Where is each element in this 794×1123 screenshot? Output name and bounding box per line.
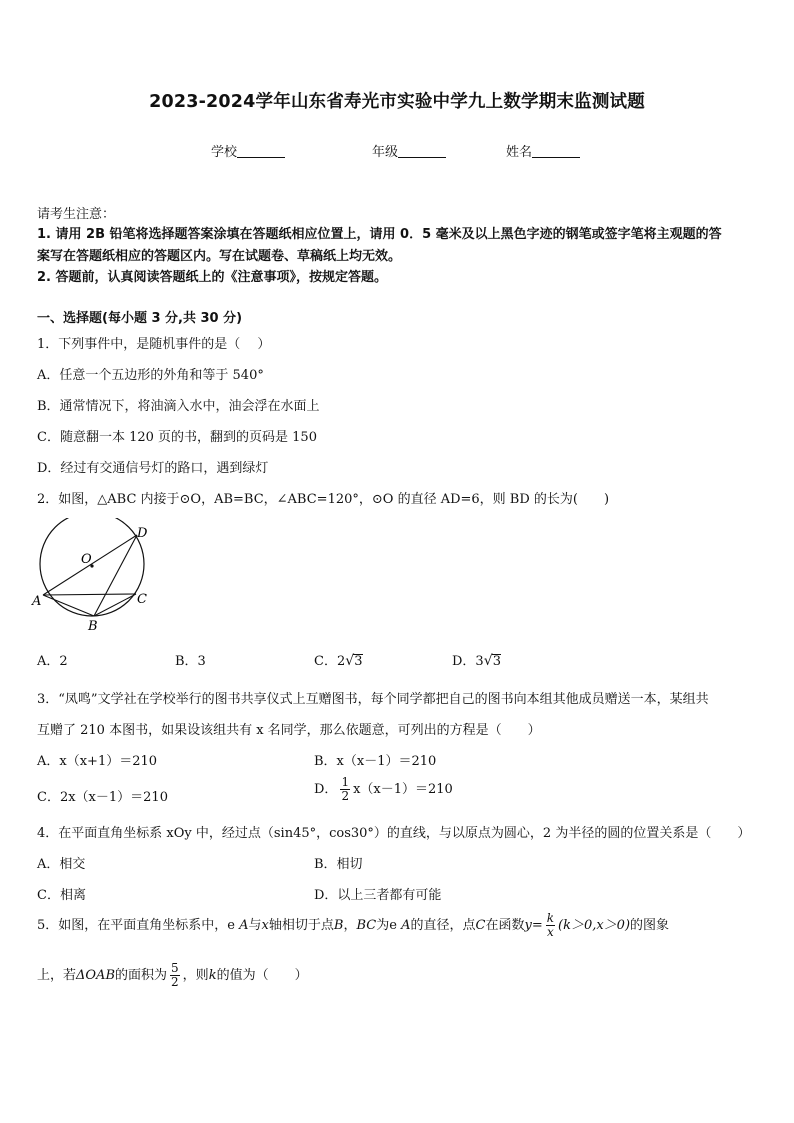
q1-option-a[interactable]: A．任意一个五边形的外角和等于 540° [37, 368, 264, 383]
q5-text: ， [343, 918, 357, 933]
q5-text: 上，若 [37, 968, 77, 983]
fraction-denominator: 2 [341, 789, 350, 803]
grade-field[interactable] [372, 141, 446, 160]
var-bc: BC [356, 918, 377, 933]
q5-text: 与 [248, 918, 262, 933]
notice-item-1-line-1: 1. 请用 2B 铅笔将选择题答案涂填在答题纸相应位置上，请用 0．5 毫米及以上黑色字迹的钢笔或签字笔将主观题的答 [37, 227, 722, 242]
q5-text: ，则 [182, 968, 209, 983]
var-a: A [401, 918, 411, 933]
grade-label: 年级 [372, 145, 399, 160]
school-blank[interactable] [237, 144, 285, 158]
q3-option-b[interactable]: B．x（x－1）＝210 [314, 754, 437, 769]
q2-stem: 2．如图，△ABC 内接于⊙O，AB=BC，∠ABC=120°，⊙O 的直径 AD=6，则 BD 的长为( ) [37, 492, 610, 507]
q2-circle-figure [30, 518, 160, 636]
q2-option-c[interactable] [314, 650, 363, 669]
fraction-half [340, 776, 350, 803]
page-title: 2023-2024学年山东省寿光市实验中学九上数学期末监测试题 [149, 92, 645, 112]
q5-text: 轴相切于点 [268, 918, 334, 933]
q2-option-d-prefix: D．3 [452, 654, 484, 669]
fraction-numerator: k [546, 911, 554, 925]
q3-option-d[interactable] [314, 776, 453, 803]
q1-option-b[interactable]: B．通常情况下，将油滴入水中，油会浮在水面上 [37, 399, 320, 414]
q5-text: 在函数 [485, 918, 525, 933]
q5-stem-line-1 [37, 912, 669, 939]
notice-item-2: 2. 答题前，认真阅读答题纸上的《注意事项》，按规定答题。 [37, 270, 388, 285]
circle-symbol: e [227, 918, 235, 933]
fraction-k-over-x [546, 912, 555, 939]
func-y: y [524, 918, 532, 933]
q3-stem-line-1: 3．“凤鸣”文学社在学校举行的图书共享仪式上互赠图书，每个同学都把自己的图书向本组其他成员赠送一本，某组共 [37, 692, 709, 707]
q1-option-c[interactable]: C．随意翻一本 120 页的书，翻到的页码是 150 [37, 430, 317, 445]
q3-option-d-prefix: D． [314, 782, 338, 797]
var-k: k [208, 968, 217, 983]
q4-option-b[interactable]: B．相切 [314, 857, 363, 872]
q5-text: 的图象 [630, 918, 670, 933]
school-label: 学校 [211, 145, 238, 160]
notice-item-1-line-2: 案写在答题纸相应的答题区内。写在试题卷、草稿纸上均无效。 [37, 249, 402, 264]
q5-text: 的面积为 [115, 968, 168, 983]
equals-sign: = [531, 918, 543, 933]
func-condition: (k＞0,x＞0) [558, 918, 631, 933]
q2-option-d[interactable] [452, 650, 501, 669]
name-label: 姓名 [506, 145, 533, 160]
triangle-oab: ΔOAB [76, 968, 116, 983]
q3-option-d-suffix: x（x－1）＝210 [353, 782, 453, 797]
name-blank[interactable] [532, 144, 580, 158]
q5-text: 为 [376, 918, 390, 933]
grade-blank[interactable] [398, 144, 446, 158]
q2-option-c-radicand: 3 [354, 654, 363, 669]
var-a: A [239, 918, 249, 933]
fraction-numerator: 5 [171, 961, 179, 975]
q2-option-a[interactable]: A．2 [37, 654, 68, 669]
label-c: C [137, 592, 147, 607]
fraction-denominator: x [546, 925, 554, 939]
var-c: C [475, 918, 486, 933]
label-a: A [32, 594, 42, 609]
q4-option-c[interactable]: C．相离 [37, 888, 86, 903]
q5-stem-line-2 [37, 962, 308, 989]
school-field[interactable] [211, 141, 285, 160]
q4-stem: 4．在平面直角坐标系 xOy 中，经过点（sin45°，cos30°）的直线，与以原点为圆心，2 为半径的圆的位置关系是（ ） [37, 826, 751, 841]
label-b: B [88, 619, 98, 634]
q2-option-b[interactable]: B．3 [175, 654, 206, 669]
sqrt-symbol: √ 3 [345, 653, 363, 669]
q3-stem-line-2: 互赠了 210 本图书，如果设该组共有 x 名同学，那么依题意，可列出的方程是（ ） [37, 723, 541, 738]
q1-option-d[interactable]: D．经过有交通信号灯的路口，遇到绿灯 [37, 461, 269, 476]
section-1-heading: 一、选择题(每小题 3 分,共 30 分) [37, 311, 243, 326]
fraction-five-halves [170, 962, 180, 989]
name-field[interactable] [506, 141, 580, 160]
q4-option-a[interactable]: A．相交 [37, 857, 86, 872]
var-x: x [261, 918, 269, 933]
q5-text: 的值为（ ） [216, 968, 308, 983]
q4-option-d[interactable]: D．以上三者都有可能 [314, 888, 442, 903]
circle-symbol: e [389, 918, 397, 933]
q2-option-d-radicand: 3 [492, 654, 501, 669]
chord-bd [94, 535, 137, 616]
label-d: D [137, 526, 148, 541]
fraction-denominator: 2 [171, 975, 179, 989]
var-b: B [333, 918, 344, 933]
fraction-numerator: 1 [341, 775, 350, 789]
q5-text: 5．如图，在平面直角坐标系中， [37, 918, 228, 933]
q3-option-a[interactable]: A．x（x+1）＝210 [37, 754, 158, 769]
notice-heading: 请考生注意： [37, 207, 116, 222]
q3-option-c[interactable]: C．2x（x－1）＝210 [37, 790, 168, 805]
q2-option-c-prefix: C．2 [314, 654, 346, 669]
sqrt-symbol: √ 3 [483, 653, 501, 669]
chord-ab [43, 595, 94, 616]
label-o: O [81, 552, 92, 567]
q1-stem: 1．下列事件中，是随机事件的是（ ） [37, 337, 271, 352]
q5-text: 的直径，点 [410, 918, 476, 933]
chord-ac [43, 594, 136, 595]
